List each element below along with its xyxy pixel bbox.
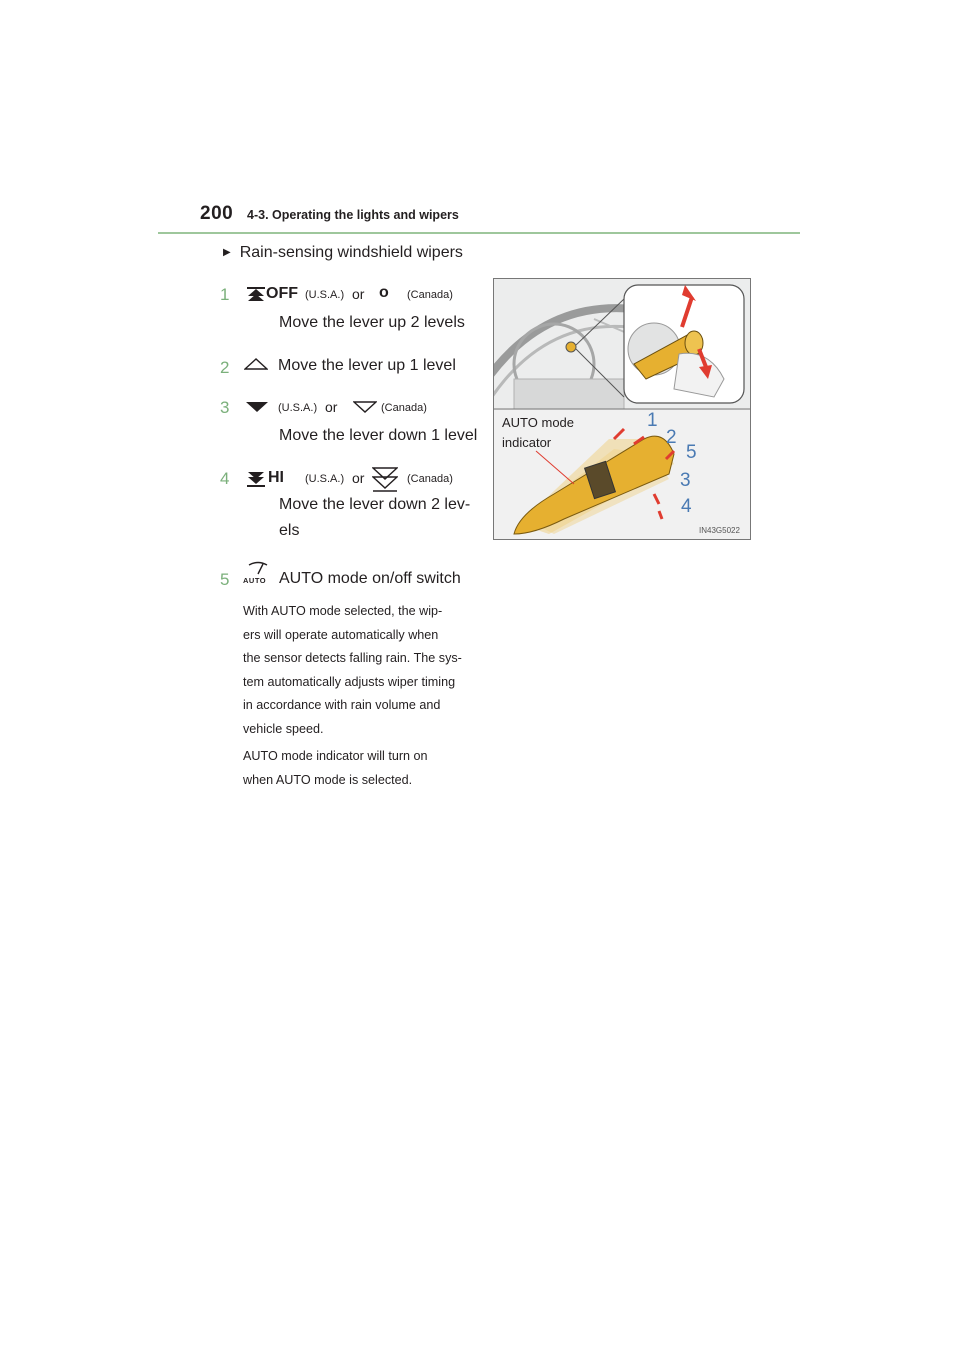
item-number-1: 1 (220, 285, 230, 304)
off-icon-text: OFF (266, 285, 298, 302)
text-line: in accordance with rain volume and (243, 698, 441, 712)
figure-illustration (494, 279, 750, 539)
item-5-description: AUTO mode on/off switch (279, 570, 461, 587)
figure-number-4: 4 (681, 496, 692, 517)
header-rule (158, 232, 800, 234)
item-2-description: Move the lever up 1 level (278, 357, 456, 374)
subheading-text: Rain-sensing windshield wipers (239, 244, 463, 261)
figure-number-1: 1 (647, 410, 658, 431)
auto-mode-callout-line-2: indicator (502, 435, 552, 450)
item-number-2: 2 (220, 358, 230, 377)
double-down-icon (247, 470, 265, 488)
body-paragraph-1 (243, 600, 479, 741)
item-3-canada-label: (Canada) (381, 402, 427, 414)
item-4-canada-label: (Canada) (407, 473, 453, 485)
item-4-description-line-1: Move the lever down 2 lev- (279, 496, 471, 513)
page-number: 200 (200, 203, 234, 224)
text-line: With AUTO mode selected, the wip- (243, 604, 443, 618)
item-3-usa-label: (U.S.A.) (278, 402, 318, 414)
item-4-description-line-2: els (279, 522, 300, 539)
figure-number-3: 3 (680, 470, 691, 491)
text-line: AUTO mode indicator will turn on (243, 749, 428, 763)
down-open-triangle-icon (353, 401, 377, 413)
item-number-5: 5 (220, 570, 230, 589)
text-line: the sensor detects falling rain. The sys- (243, 651, 462, 665)
double-down-open-triangle-icon (372, 467, 398, 493)
text-line: tem automatically adjusts wiper timing (243, 674, 456, 689)
wiper-icon (247, 561, 269, 575)
item-4-or: or (352, 470, 365, 486)
text-line: when AUTO mode is selected. (243, 772, 413, 787)
item-3-or: or (325, 399, 338, 415)
item-number-4: 4 (220, 469, 230, 488)
subheading (223, 244, 463, 262)
auto-mode-callout-line-1: AUTO mode (502, 415, 575, 430)
item-1-canada-label: (Canada) (407, 289, 453, 301)
item-1-usa-label: (U.S.A.) (305, 289, 345, 301)
item-3-description: Move the lever down 1 level (279, 427, 478, 444)
wiper-lever-figure (493, 278, 751, 540)
hi-icon-text: HI (268, 469, 284, 486)
figure-number-2: 2 (666, 427, 677, 448)
body-paragraph-2 (243, 745, 479, 792)
figure-code: IN43G5022 (699, 526, 740, 535)
item-4-usa-label: (U.S.A.) (305, 473, 345, 485)
canada-off-icon-text: o (379, 284, 389, 301)
figure-number-5: 5 (686, 442, 697, 463)
section-title: 4-3. Operating the lights and wipers (247, 208, 459, 222)
triangle-bullet-icon: ▶ (223, 247, 231, 258)
item-1-or: or (352, 286, 365, 302)
text-line: vehicle speed. (243, 721, 324, 736)
item-1-description: Move the lever up 2 levels (279, 314, 465, 331)
auto-icon-text: AUTO (243, 576, 267, 585)
item-number-3: 3 (220, 398, 230, 417)
double-up-mist-icon (247, 286, 265, 304)
up-open-triangle-icon (244, 358, 268, 370)
down-solid-triangle-icon (245, 401, 269, 413)
text-line: ers will operate automatically when (243, 627, 439, 642)
